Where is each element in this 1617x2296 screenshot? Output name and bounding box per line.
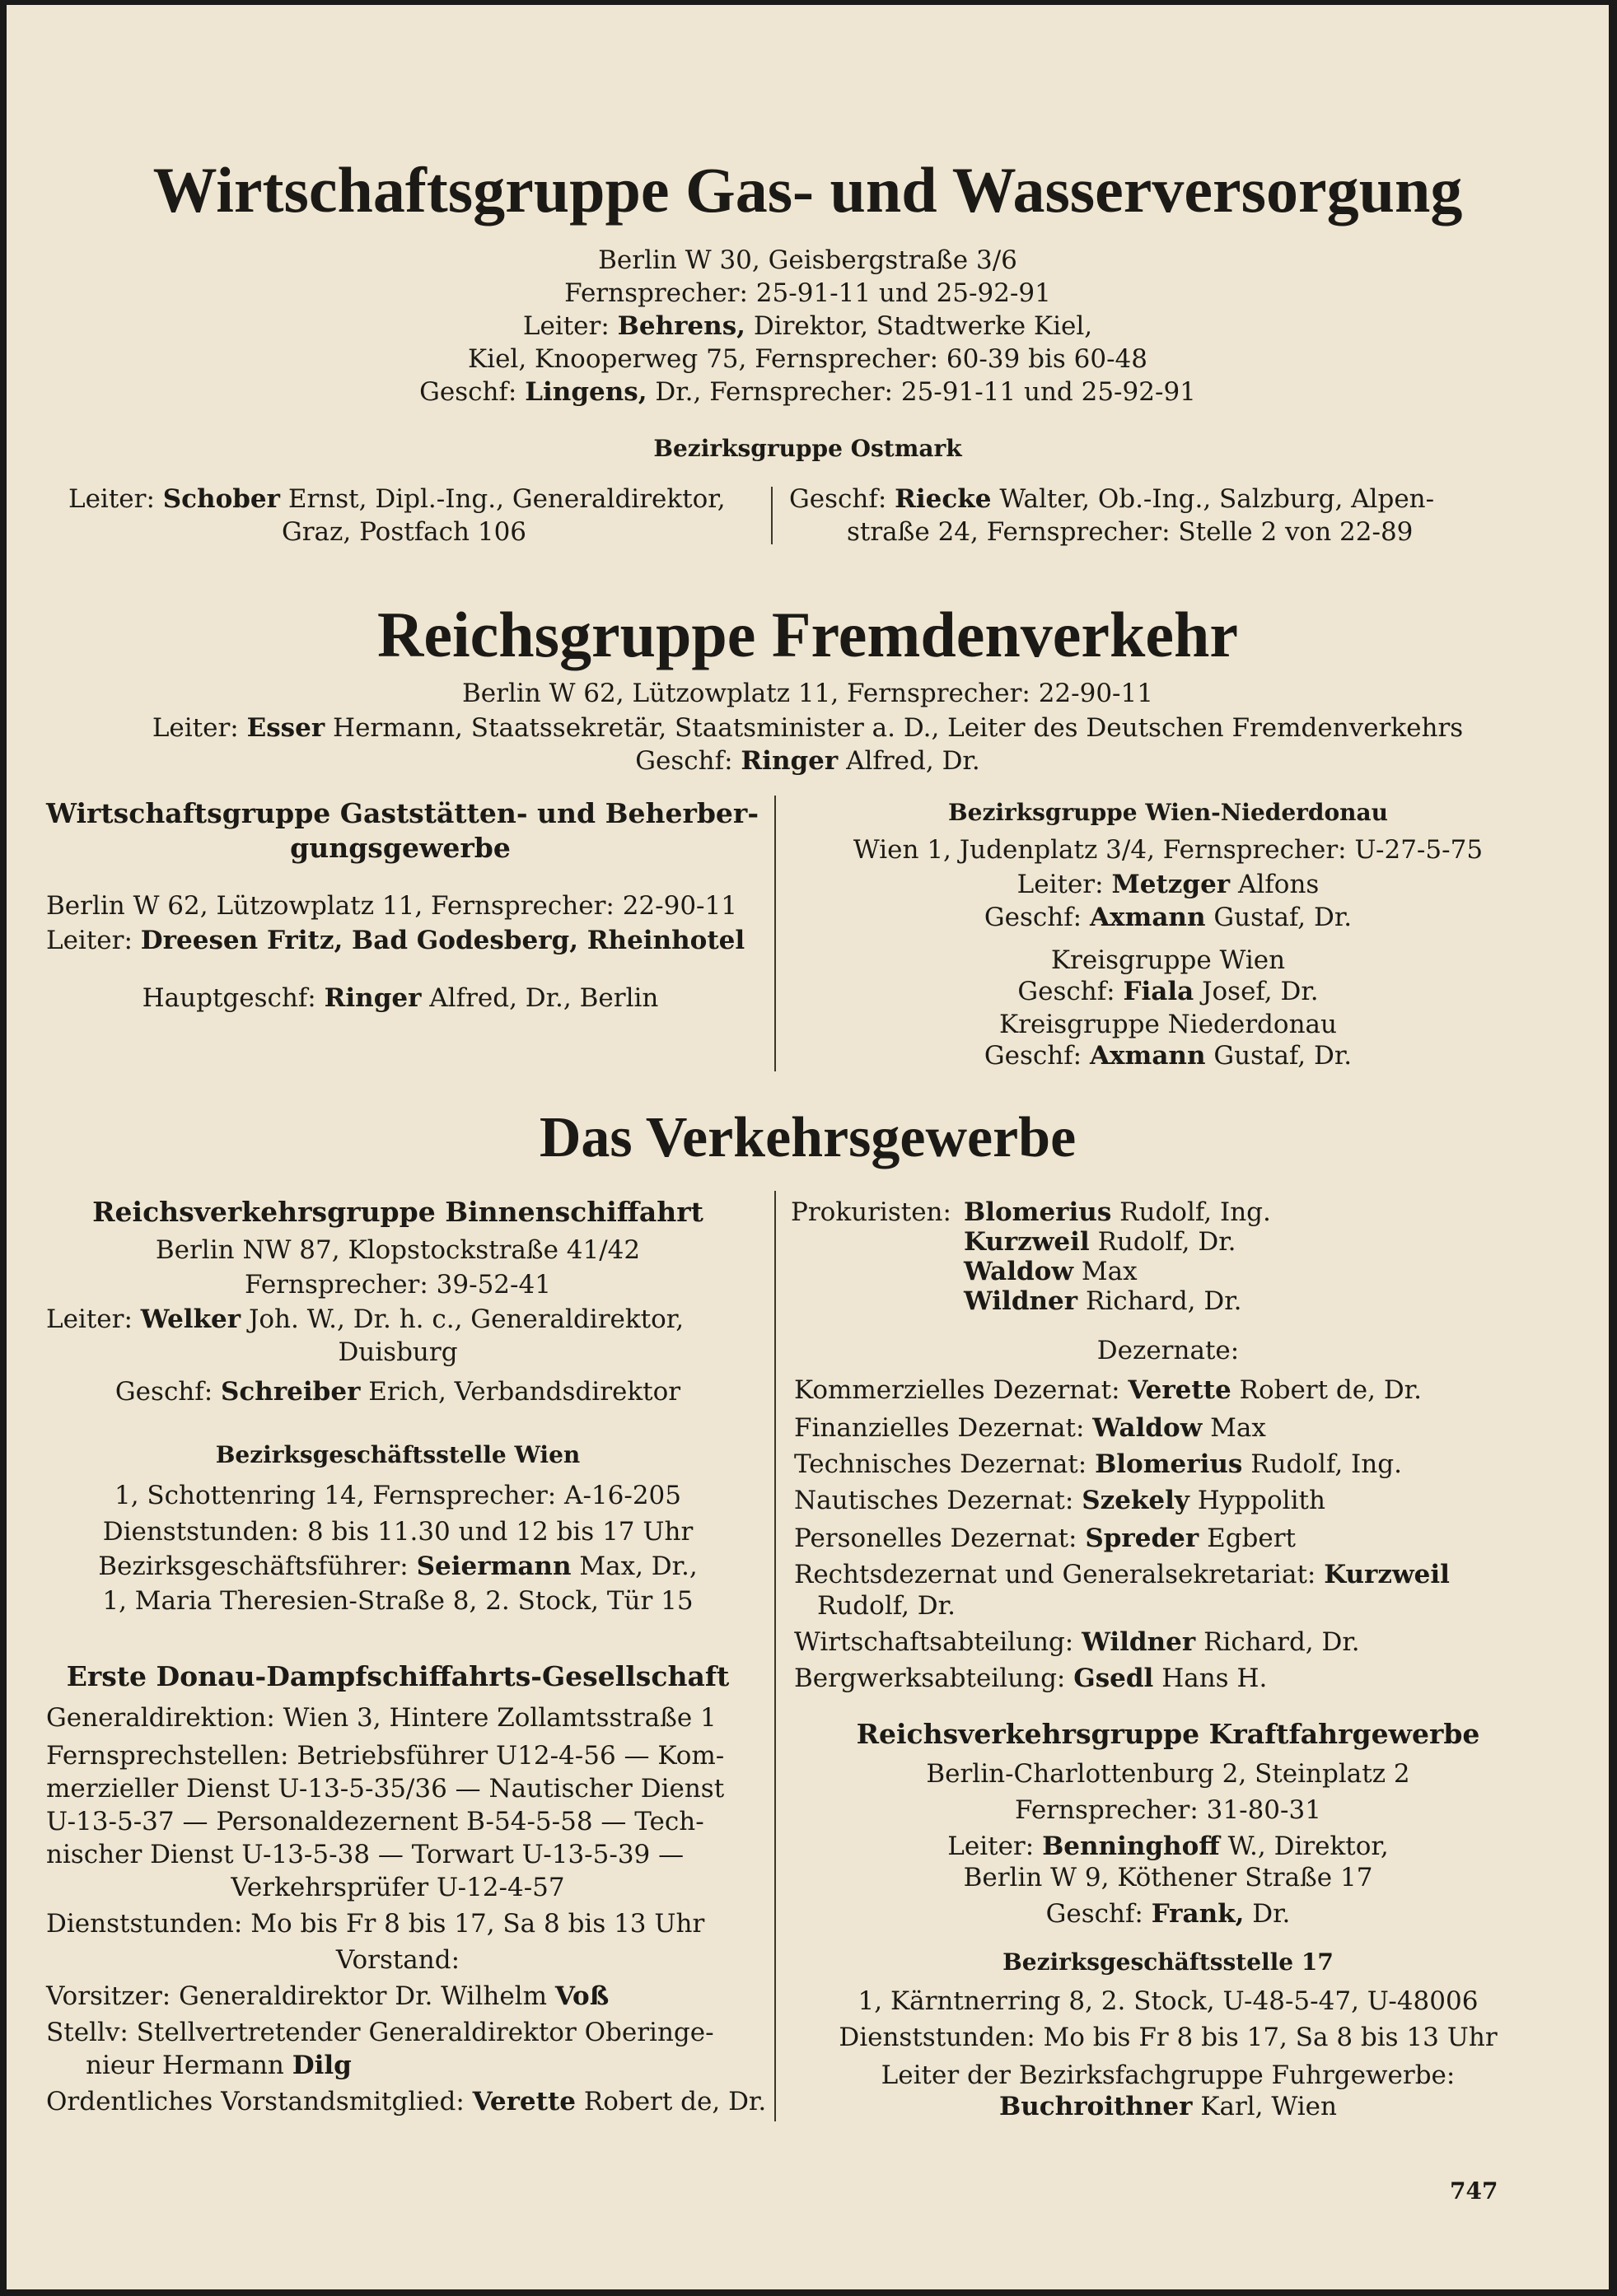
- leader-name: Esser: [246, 713, 325, 743]
- bezirk-wien-address: 1, Schottenring 14, Fernsprecher: A-16-205: [114, 1481, 682, 1510]
- prokuristen-label: Prokuristen:: [791, 1197, 951, 1227]
- name: Waldow: [964, 1257, 1074, 1286]
- kraftfahrgewerbe-leader: [789, 1830, 1547, 1863]
- ddsg-vorstand: Vorstand:: [335, 1945, 460, 1975]
- hgf-detail: Alfred, Dr., Berlin: [429, 983, 659, 1013]
- name: Axmann: [1089, 1041, 1206, 1071]
- gaststaetten-hgf: [46, 982, 755, 1015]
- detail: Rudolf, Ing.: [1250, 1449, 1402, 1479]
- name: Wildner: [1082, 1627, 1196, 1657]
- detail: Gustaf, Dr.: [1213, 1041, 1353, 1071]
- label: Personelles Dezernat:: [794, 1524, 1077, 1553]
- binnenschiffahrt-title: Reichsverkehrsgruppe Binnenschiffahrt: [92, 1196, 703, 1228]
- label: Leiter:: [1016, 870, 1104, 899]
- column-divider: [771, 487, 773, 544]
- leader-detail: Hermann, Staatssekretär, Staatsminister a. D., Leiter des Deutschen Fremdenverkehrs: [333, 713, 1464, 743]
- detail: Hans H.: [1161, 1664, 1268, 1693]
- detail: Alfons: [1238, 870, 1320, 899]
- kreisgruppe-wien: Kreisgruppe Wien: [1050, 945, 1286, 975]
- dezernat-5: [794, 1522, 1296, 1555]
- gf-detail: Dr., Fernsprecher: 25-91-11 und 25-92-91: [655, 377, 1196, 407]
- dezernat-8: [794, 1662, 1267, 1695]
- ddsg-phone-5: Verkehrsprüfer U-12-4-57: [231, 1873, 565, 1902]
- label: Wirtschaftsabteilung:: [794, 1627, 1074, 1657]
- detail: Joh. W., Dr. h. c., Generaldirektor,: [248, 1304, 685, 1334]
- column-divider: [774, 796, 776, 1071]
- name: Schreiber: [221, 1377, 361, 1407]
- page-number: 747: [1450, 2177, 1498, 2205]
- detail: nieur Hermann: [86, 2051, 284, 2080]
- prokurist-3: [964, 1255, 1138, 1288]
- detail: Erich, Verbandsdirektor: [368, 1377, 681, 1407]
- gf-name: Lingens,: [525, 377, 647, 407]
- label: Leiter:: [46, 1304, 133, 1334]
- ostmark-leader-line2: Graz, Postfach 106: [281, 517, 527, 547]
- binnenschiffahrt-leader: [46, 1303, 684, 1336]
- gas-leader: [7, 310, 1609, 343]
- gaststaetten-title-line1: Wirtschaftsgruppe Gaststätten- und Beherber-: [46, 797, 759, 829]
- ddsg-stellv: Stellv: Stellvertretender Generaldirektor Oberinge-: [46, 2018, 714, 2047]
- detail: Egbert: [1207, 1524, 1297, 1553]
- section-title-verkehrsgewerbe: Das Verkehrsgewerbe: [539, 1106, 1077, 1169]
- prokurist-4: [964, 1285, 1242, 1318]
- ddsg-title: Erste Donau-Dampfschiffahrts-Gesellschaft: [66, 1660, 730, 1692]
- name: Benninghoff: [1042, 1832, 1220, 1861]
- gas-address: Berlin W 30, Geisbergstraße 3/6: [598, 245, 1017, 275]
- leader-name: Behrens,: [617, 311, 745, 341]
- bezirk-17-title: Bezirksgeschäftsstelle 17: [1002, 1948, 1334, 1976]
- detail: Richard, Dr.: [1085, 1286, 1242, 1316]
- label: Nautisches Dezernat:: [794, 1486, 1074, 1515]
- ddsg-hours: Dienststunden: Mo bis Fr 8 bis 17, Sa 8 bis 13 Uhr: [46, 1909, 705, 1939]
- detail: W., Direktor,: [1227, 1832, 1389, 1861]
- gas-leader-line2: Kiel, Knooperweg 75, Fernsprecher: 60-39 bis 60-48: [468, 344, 1147, 374]
- kreisgruppe-niederdonau: Kreisgruppe Niederdonau: [999, 1010, 1337, 1039]
- name: Blomerius: [1095, 1449, 1243, 1479]
- gf-detail: Alfred, Dr.: [846, 746, 980, 776]
- prokurist-2: [964, 1225, 1236, 1258]
- name: Spreder: [1085, 1524, 1199, 1553]
- name: Axmann: [1089, 903, 1206, 932]
- bezirk-ostmark-title: Bezirksgruppe Ostmark: [653, 435, 962, 462]
- gaststaetten-leader: [46, 924, 745, 957]
- detail: Walter, Ob.-Ing., Salzburg, Alpen-: [999, 484, 1435, 514]
- name: Seiermann: [416, 1552, 572, 1581]
- name: Dilg: [292, 2051, 352, 2080]
- leader-name: Dreesen Fritz, Bad Godesberg, Rheinhotel: [140, 926, 745, 955]
- label: Leiter:: [152, 713, 239, 743]
- name: Fiala: [1123, 977, 1194, 1006]
- label: Hauptgeschf:: [142, 983, 316, 1013]
- kreisgruppe-niederdonau-gf: [789, 1039, 1547, 1072]
- ddsg-phone-4: nischer Dienst U-13-5-38 — Torwart U-13-5-39 —: [46, 1840, 685, 1869]
- bezirk-wien-title: Bezirksgeschäftsstelle Wien: [215, 1441, 581, 1468]
- wien-niederdonau-address: Wien 1, Judenplatz 3/4, Fernsprecher: U-27-5-75: [853, 835, 1484, 865]
- ostmark-leader: [68, 483, 726, 516]
- label: Kommerzielles Dezernat:: [794, 1375, 1120, 1405]
- detail: Max: [1210, 1413, 1266, 1443]
- detail: Rudolf, Dr.: [1097, 1227, 1236, 1257]
- label: Leiter:: [68, 484, 155, 514]
- detail: Karl, Wien: [1200, 2092, 1337, 2121]
- detail: Rudolf, Ing.: [1119, 1197, 1271, 1227]
- label: Geschf:: [789, 484, 887, 514]
- gaststaetten-address: Berlin W 62, Lützowplatz 11, Fernsprecher: 22-90-11: [46, 891, 737, 921]
- detail: Max, Dr.,: [579, 1552, 698, 1581]
- ddsg-phone-2: merzieller Dienst U-13-5-35/36 — Nautischer Dienst: [46, 1774, 725, 1804]
- name: Kurzweil: [964, 1227, 1090, 1257]
- label: Geschf:: [984, 1041, 1082, 1071]
- label: Geschf:: [419, 377, 517, 407]
- dezernate-title: Dezernate:: [1096, 1336, 1240, 1365]
- detail: Robert de, Dr.: [1239, 1375, 1422, 1405]
- name: Buchroithner: [999, 2092, 1193, 2121]
- gaststaetten-title-line2: gungsgewerbe: [290, 832, 511, 864]
- fv-gf: [7, 744, 1609, 777]
- dezernat-7: [794, 1626, 1360, 1659]
- bezirk-17-leader: [789, 2090, 1547, 2123]
- name: Waldow: [1092, 1413, 1203, 1443]
- gf-name: Ringer: [741, 746, 839, 776]
- column-divider: [774, 1191, 776, 2121]
- ddsg-ordentlich: [46, 2085, 766, 2118]
- wien-niederdonau-leader: [789, 868, 1547, 901]
- label: Vorsitzer: Generaldirektor Dr. Wilhelm: [46, 1981, 547, 2011]
- dezernat-6-detail: Rudolf, Dr.: [817, 1591, 956, 1621]
- dezernat-1: [794, 1374, 1422, 1407]
- name: Schober: [162, 484, 280, 514]
- name: Gsedl: [1073, 1664, 1154, 1693]
- leader-detail: Direktor, Stadtwerke Kiel,: [753, 311, 1093, 341]
- prokurist-1: [964, 1196, 1271, 1229]
- label: Rechtsdezernat und Generalsekretariat:: [794, 1560, 1316, 1589]
- bezirk-wien-gf: [40, 1550, 756, 1583]
- name: Kurzweil: [1324, 1560, 1450, 1589]
- name: Verette: [1128, 1375, 1231, 1405]
- detail: Ernst, Dipl.-Ing., Generaldirektor,: [287, 484, 726, 514]
- binnenschiffahrt-leader-city: Duisburg: [338, 1337, 458, 1367]
- name: Wildner: [964, 1286, 1078, 1316]
- label: Geschf:: [635, 746, 733, 776]
- name: Frank,: [1151, 1899, 1245, 1929]
- name: Blomerius: [964, 1197, 1112, 1227]
- name: Metzger: [1111, 870, 1231, 899]
- gas-phone: Fernsprecher: 25-91-11 und 25-92-91: [564, 278, 1051, 308]
- dezernat-4: [794, 1484, 1325, 1517]
- label: Geschf:: [114, 1377, 213, 1407]
- bezirk-wien-hours: Dienststunden: 8 bis 11.30 und 12 bis 17 Uhr: [102, 1517, 694, 1547]
- detail: Dr.: [1252, 1899, 1291, 1929]
- ostmark-gf: [789, 483, 1434, 516]
- detail: Richard, Dr.: [1203, 1627, 1360, 1657]
- label: Leiter:: [46, 926, 133, 955]
- ddsg-direction: Generaldirektion: Wien 3, Hintere Zollamtsstraße 1: [46, 1703, 717, 1733]
- bezirk-wien-gf-address: 1, Maria Theresien-Straße 8, 2. Stock, Tür 15: [102, 1586, 694, 1616]
- bezirk-17-address: 1, Kärntnerring 8, 2. Stock, U-48-5-47, U-48006: [858, 1986, 1479, 2016]
- kraftfahrgewerbe-address: Berlin-Charlottenburg 2, Steinplatz 2: [926, 1759, 1410, 1789]
- dezernat-2: [794, 1412, 1266, 1444]
- kraftfahrgewerbe-title: Reichsverkehrsgruppe Kraftfahrgewerbe: [856, 1718, 1480, 1750]
- fv-address: Berlin W 62, Lützowplatz 11, Fernsprecher: 22-90-11: [462, 679, 1153, 708]
- label: Technisches Dezernat:: [794, 1449, 1087, 1479]
- name: Szekely: [1082, 1486, 1189, 1515]
- section-title-fremdenverkehr: Reichsgruppe Fremdenverkehr: [377, 599, 1238, 670]
- label: Finanzielles Dezernat:: [794, 1413, 1085, 1443]
- fv-leader: [7, 712, 1609, 744]
- binnenschiffahrt-address: Berlin NW 87, Klopstockstraße 41/42: [155, 1235, 641, 1265]
- ddsg-vorsitzer: [46, 1980, 609, 2013]
- detail: Josef, Dr.: [1202, 977, 1319, 1006]
- label: Geschf:: [1045, 1899, 1143, 1929]
- kraftfahrgewerbe-gf: [789, 1897, 1547, 1930]
- ostmark-gf-line2: straße 24, Fernsprecher: Stelle 2 von 22-89: [847, 517, 1414, 547]
- ddsg-phone-1: Fernsprechstellen: Betriebsführer U12-4-56 — Kom-: [46, 1741, 725, 1771]
- ddsg-stellv-line2: [86, 2049, 352, 2082]
- kraftfahrgewerbe-phone: Fernsprecher: 31-80-31: [1015, 1795, 1321, 1825]
- section-title-gas: Wirtschaftsgruppe Gas- und Wasserversorgung: [152, 154, 1463, 226]
- label: Bezirksgeschäftsführer:: [98, 1552, 409, 1581]
- kraftfahrgewerbe-leader-address: Berlin W 9, Köthener Straße 17: [963, 1863, 1373, 1892]
- dezernat-3: [794, 1448, 1402, 1481]
- label: Geschf:: [1017, 977, 1115, 1006]
- detail: Max: [1081, 1257, 1138, 1286]
- wien-niederdonau-gf: [789, 901, 1547, 934]
- name: Riecke: [895, 484, 992, 514]
- name: Verette: [472, 2087, 576, 2116]
- detail: Gustaf, Dr.: [1213, 903, 1353, 932]
- binnenschiffahrt-gf: [40, 1375, 756, 1408]
- label: Ordentliches Vorstandsmitglied:: [46, 2087, 465, 2116]
- bezirk-17-leader-label: Leiter der Bezirksfachgruppe Fuhrgewerbe:: [881, 2060, 1456, 2090]
- label: Leiter:: [522, 311, 610, 341]
- ddsg-phone-3: U-13-5-37 — Personaldezernent B-54-5-58 — Tech-: [46, 1807, 704, 1836]
- label: Geschf:: [984, 903, 1082, 932]
- page: [7, 5, 1609, 2289]
- gas-gf: [7, 376, 1609, 408]
- detail: Hyppolith: [1197, 1486, 1325, 1515]
- label: Bergwerksabteilung:: [794, 1664, 1066, 1693]
- label: Leiter:: [947, 1832, 1035, 1861]
- bezirk-17-hours: Dienststunden: Mo bis Fr 8 bis 17, Sa 8 bis 13 Uhr: [839, 2023, 1498, 2052]
- name: Voß: [554, 1981, 610, 2011]
- name: Welker: [140, 1304, 241, 1334]
- dezernat-6: [794, 1558, 1450, 1591]
- kreisgruppe-wien-gf: [789, 975, 1547, 1008]
- hgf-name: Ringer: [324, 983, 422, 1013]
- detail: Robert de, Dr.: [583, 2087, 767, 2116]
- binnenschiffahrt-phone: Fernsprecher: 39-52-41: [245, 1270, 551, 1300]
- wien-niederdonau-title: Bezirksgruppe Wien-Niederdonau: [947, 799, 1389, 826]
